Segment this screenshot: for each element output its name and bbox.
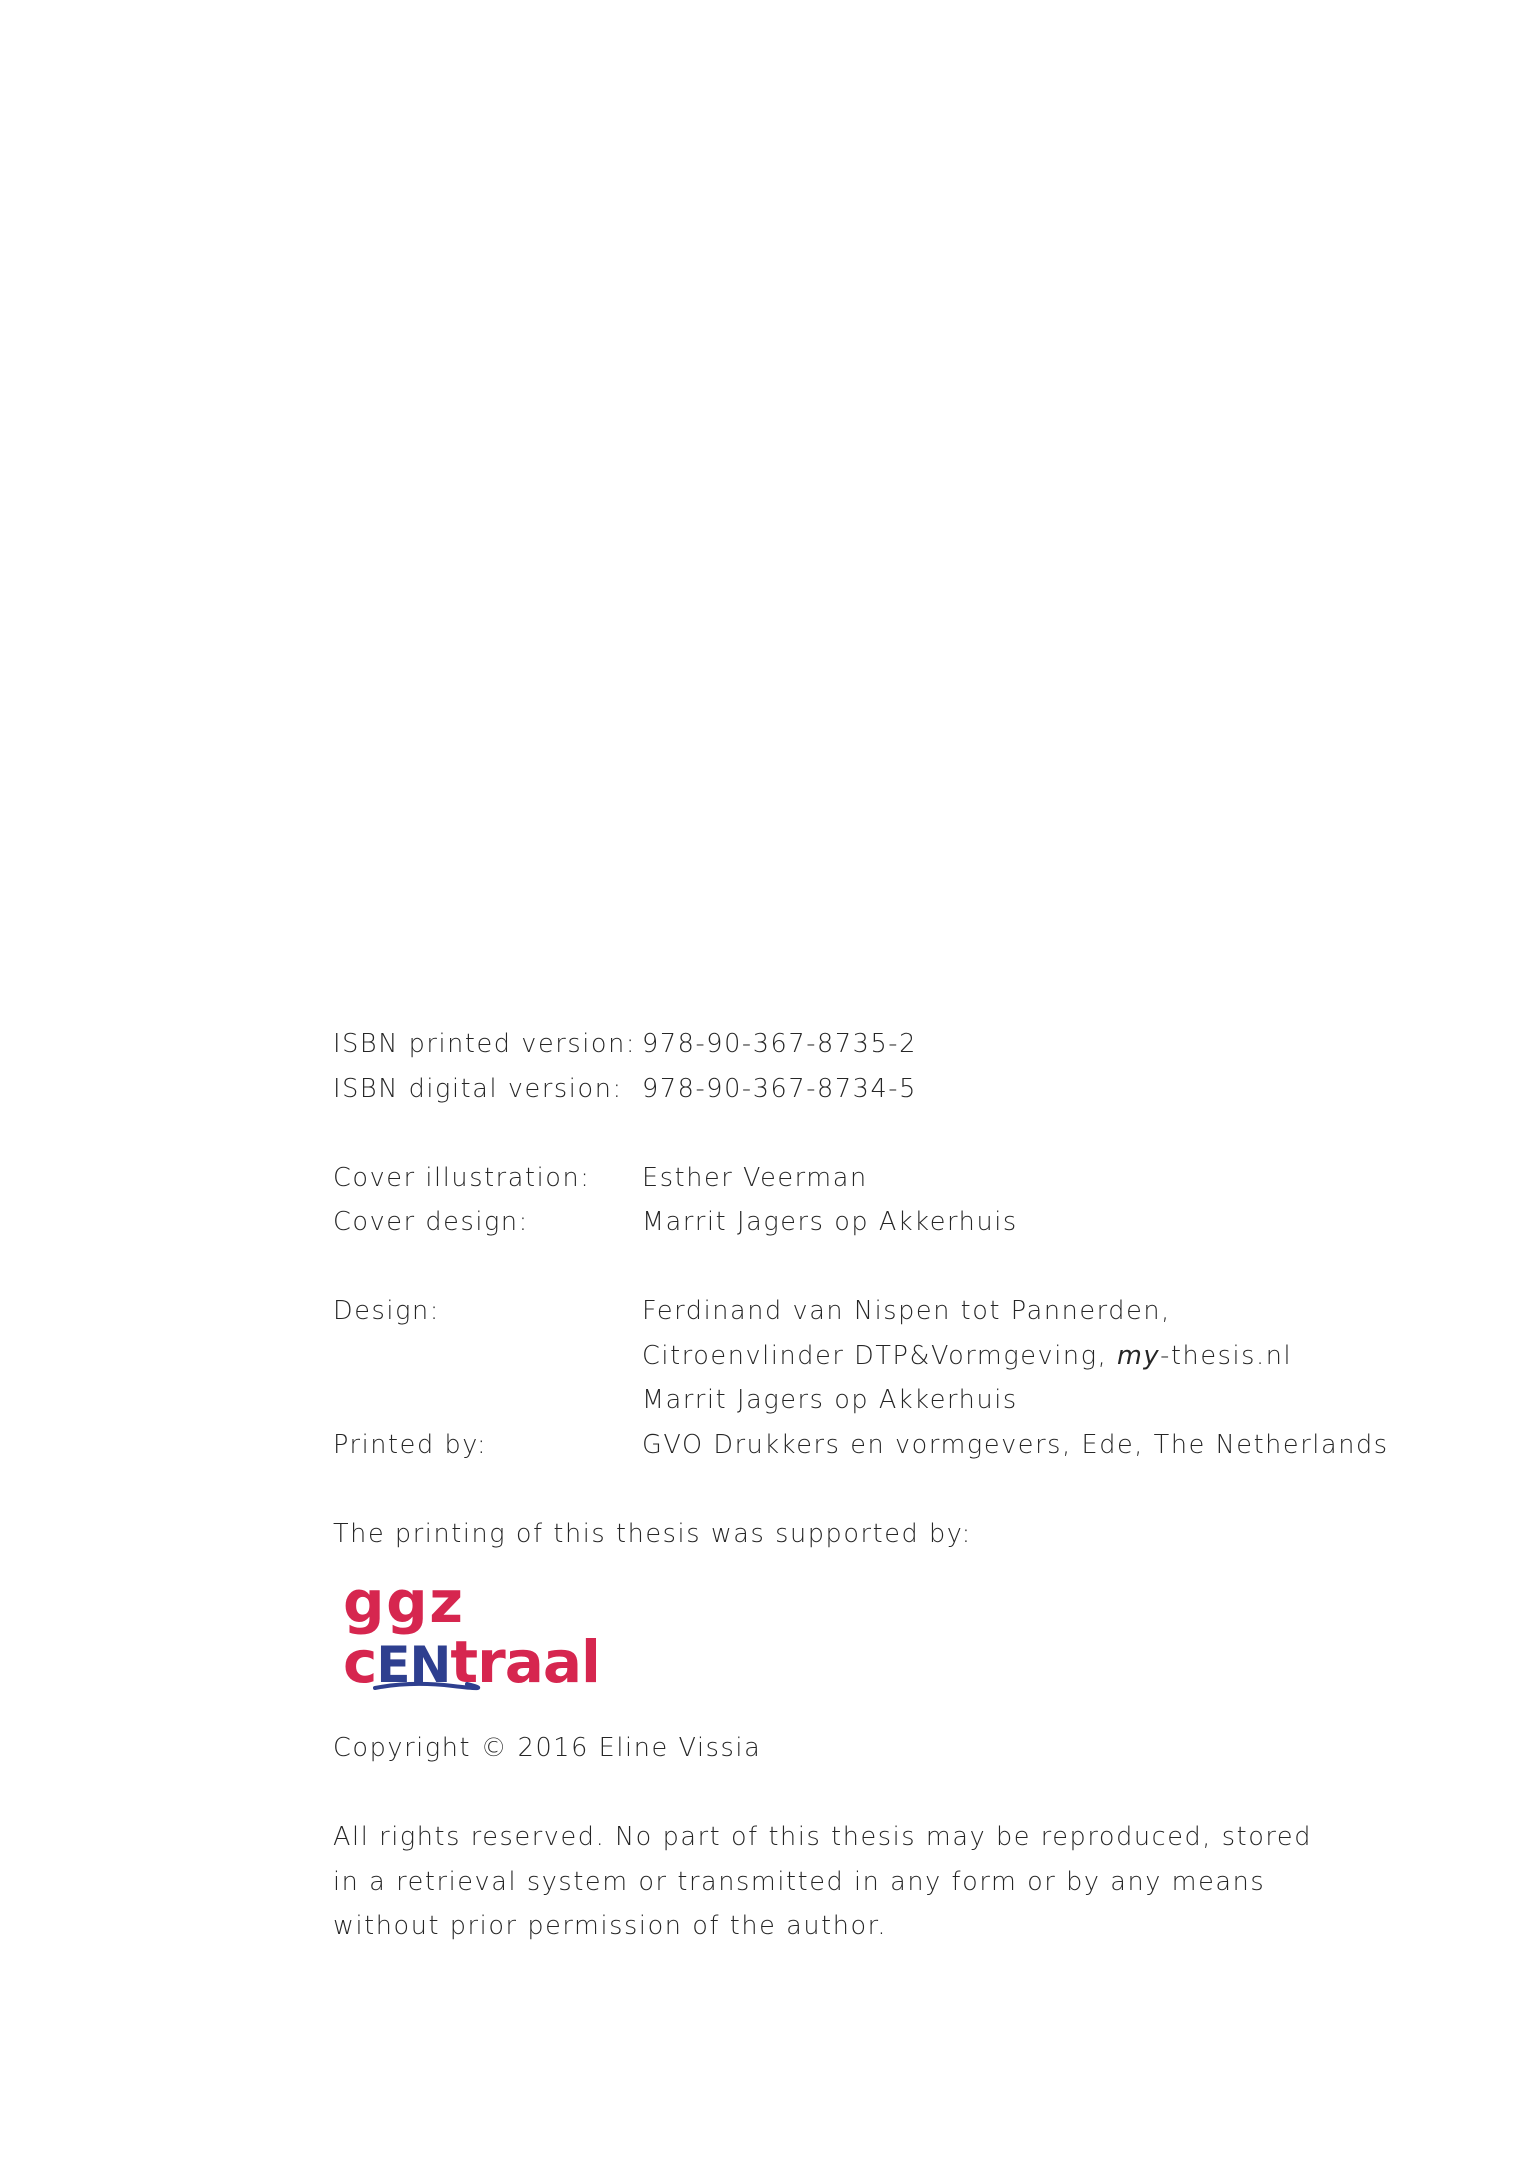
svg-text:cENtraal: cENtraal <box>343 1628 600 1692</box>
design-row <box>333 1289 1373 1334</box>
design-line-2-suffix: -thesis.nl <box>1160 1340 1293 1371</box>
design-label: Design: <box>333 1296 440 1326</box>
rights-statement: All rights reserved. No part of this thesis may be reproduced, stored in a retrieval system or transmitted in any form or by any means without prior permission of the author. <box>333 1822 1313 1941</box>
isbn-digital-row <box>333 1067 1373 1112</box>
cover-design-value: Marrit Jagers op Akkerhuis <box>642 1207 1018 1237</box>
copyright: Copyright © 2016 Eline Vissia <box>333 1733 762 1763</box>
isbn-printed-value: 978-90-367-8735-2 <box>642 1029 917 1059</box>
printed-by-row <box>333 1423 1389 1468</box>
cover-design-row <box>333 1200 1373 1245</box>
isbn-printed-label: ISBN printed version: <box>333 1029 637 1059</box>
isbn-digital-value: 978-90-367-8734-5 <box>642 1073 917 1104</box>
isbn-digital-label: ISBN digital version: <box>333 1073 623 1104</box>
cover-design-label: Cover design: <box>333 1207 529 1237</box>
colophon <box>333 1022 1389 1949</box>
cover-illustration-value: Esther Veerman <box>642 1162 868 1193</box>
design-row-2 <box>333 1334 1373 1379</box>
isbn-printed-row <box>333 1022 1373 1067</box>
support-text: The printing of this thesis was supported by: <box>333 1518 972 1549</box>
svg-text:ggz: ggz <box>343 1568 465 1636</box>
printed-by-value: GVO Drukkers en vormgevers, Ede, The Netherlands <box>642 1429 1389 1460</box>
cover-illustration-row <box>333 1156 1373 1201</box>
ggz-centraal-logo <box>341 1562 1373 1692</box>
design-line-2 <box>642 1334 1373 1379</box>
design-line-3: Marrit Jagers op Akkerhuis <box>642 1385 1018 1415</box>
design-row-3 <box>333 1378 1373 1423</box>
design-line-2-prefix: Citroenvlinder DTP&Vormgeving, <box>642 1340 1118 1371</box>
cover-illustration-label: Cover illustration: <box>333 1162 591 1193</box>
design-line-2-italic: my <box>1117 1340 1161 1371</box>
printed-by-label: Printed by: <box>333 1429 488 1460</box>
design-line-1: Ferdinand van Nispen tot Pannerden, <box>642 1296 1171 1326</box>
